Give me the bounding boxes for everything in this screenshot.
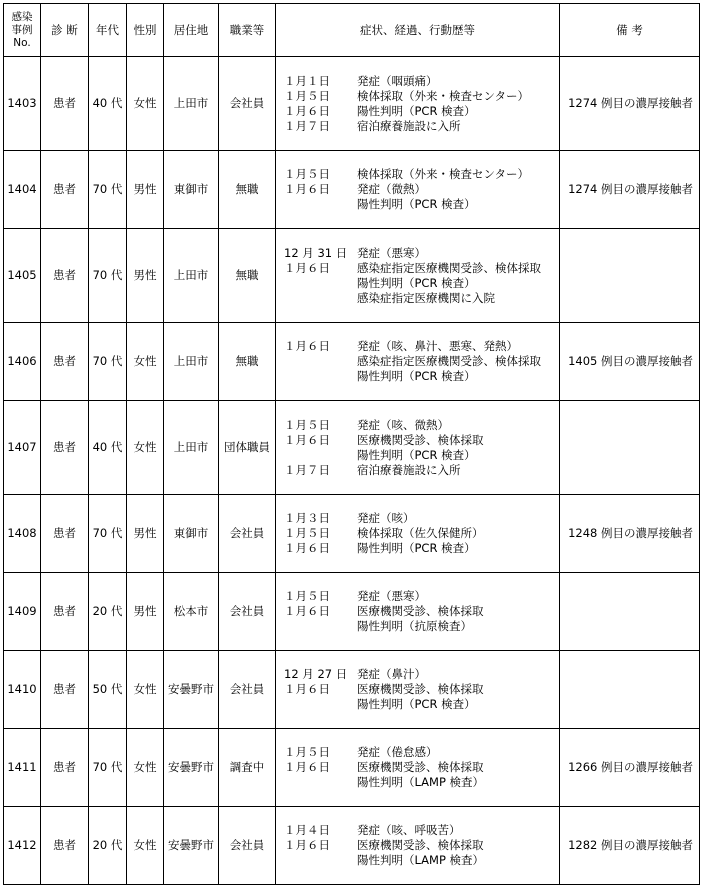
diagnosis-cell: 患者 [41,807,89,885]
residence-cell: 安曇野市 [164,807,219,885]
header-remarks: 備 考 [560,4,700,57]
sex-cell: 女性 [127,729,164,807]
history-text: 陽性判明（PCR 検査） [357,197,476,211]
occupation-cell: 無職 [219,229,276,323]
history-entry [276,619,559,634]
diagnosis-cell: 患者 [41,229,89,323]
history-text: 医療機関受診、検体採取 [357,682,484,696]
case-no-cell: 1410 [4,651,41,729]
history-entry [276,745,559,760]
remarks-cell [560,651,700,729]
history-date [276,853,357,868]
history-date [276,354,357,369]
history-date: １月５日 [284,88,330,103]
case-no-cell: 1412 [4,807,41,885]
history-entry [276,167,559,182]
history-entry [276,604,559,619]
remarks-cell [560,573,700,651]
history-text: 陽性判明（PCR 検査） [357,541,476,555]
history-text: 医療機関受診、検体採取 [357,604,484,618]
table-row [4,495,700,573]
remarks-cell: 1266 例目の濃厚接触者 [560,729,700,807]
history-date: １月６日 [284,260,330,275]
case-no-cell: 1404 [4,151,41,229]
history-text: 発症（鼻汁） [357,667,426,681]
diagnosis-cell: 患者 [41,495,89,573]
residence-cell: 東御市 [164,495,219,573]
remarks-cell [560,229,700,323]
sex-cell: 女性 [127,651,164,729]
history-text: 宿泊療養施設に入所 [357,462,461,477]
history-entry [276,104,559,119]
residence-cell: 上田市 [164,401,219,495]
table-row [4,729,700,807]
history-cell [276,807,560,885]
history-cell [276,401,560,495]
history-entry [276,74,559,89]
remarks-cell: 1274 例目の濃厚接触者 [560,57,700,151]
age-cell: 20 代 [89,573,127,651]
history-date [276,697,357,712]
history-cell [276,495,560,573]
history-date: １月６日 [284,682,330,696]
table-row [4,57,700,151]
history-text: 宿泊療養施設に入所 [357,118,461,133]
history-date: １月５日 [284,745,330,759]
history-entry [276,418,559,433]
age-cell: 70 代 [89,151,127,229]
history-entry [276,541,559,556]
history-text: 陽性判明（PCR 検査） [357,103,476,118]
history-text: 感染症指定医療機関受診、検体採取 [357,260,541,275]
history-entry [276,354,559,369]
header-case-no-line: No. [13,36,31,49]
history-cell [276,323,560,401]
residence-cell: 上田市 [164,57,219,151]
header-case-no [4,4,41,57]
diagnosis-cell: 患者 [41,573,89,651]
history-date: １月６日 [284,339,330,353]
history-date: １月６日 [284,103,330,118]
header-residence: 居住地 [164,4,219,57]
table-row [4,323,700,401]
history-entry [276,448,559,463]
history-text: 発症（微熱） [357,182,426,196]
history-text: 医療機関受診、検体採取 [357,838,484,852]
history-text: 発症（咳、呼吸苦） [357,823,461,837]
history-entry [276,463,559,478]
history-entry [276,246,559,261]
age-cell: 20 代 [89,807,127,885]
case-report-sheet [3,3,700,885]
occupation-cell: 調査中 [219,729,276,807]
case-no-cell: 1406 [4,323,41,401]
residence-cell: 東御市 [164,151,219,229]
history-entry [276,775,559,790]
history-text: 陽性判明（PCR 検査） [357,369,476,383]
history-entry [276,369,559,384]
history-entry [276,261,559,276]
history-text: 医療機関受診、検体採取 [357,760,484,774]
header-age: 年代 [89,4,127,57]
history-date: １月４日 [284,823,330,837]
remarks-cell: 1282 例目の濃厚接触者 [560,807,700,885]
history-text: 感染症指定医療機関に入院 [357,290,495,305]
history-date [276,197,357,212]
history-date [276,276,357,291]
history-date [276,369,357,384]
history-date: １月６日 [284,432,330,447]
sex-cell: 男性 [127,573,164,651]
history-entry [276,119,559,134]
residence-cell: 安曇野市 [164,729,219,807]
residence-cell: 上田市 [164,229,219,323]
history-date [276,448,357,463]
history-date: １月６日 [284,838,330,852]
diagnosis-cell: 患者 [41,651,89,729]
table-row [4,651,700,729]
age-cell: 70 代 [89,229,127,323]
history-text: 検体採取（佐久保健所） [357,526,484,540]
table-body [4,57,700,885]
occupation-cell: 無職 [219,151,276,229]
history-text: 感染症指定医療機関受診、検体採取 [357,354,541,368]
residence-cell: 上田市 [164,323,219,401]
age-cell: 70 代 [89,323,127,401]
table-row [4,151,700,229]
history-entry [276,89,559,104]
diagnosis-cell: 患者 [41,323,89,401]
occupation-cell: 団体職員 [219,401,276,495]
history-date: １月６日 [284,541,330,555]
history-text: 検体採取（外来・検査センター） [357,88,530,103]
history-text: 発症（悪寒） [357,245,426,260]
history-entry [276,511,559,526]
history-text: 陽性判明（PCR 検査） [357,275,476,290]
history-cell [276,573,560,651]
history-entry [276,182,559,197]
residence-cell: 安曇野市 [164,651,219,729]
header-case-no-line: 感染 [11,10,33,23]
history-text: 発症（咳、微熱） [357,417,449,432]
sex-cell: 男性 [127,229,164,323]
table-row [4,401,700,495]
remarks-cell [560,401,700,495]
history-entry [276,682,559,697]
history-entry [276,838,559,853]
occupation-cell: 無職 [219,323,276,401]
table-row [4,573,700,651]
history-text: 陽性判明（PCR 検査） [357,697,476,711]
history-date: １月５日 [284,167,330,181]
table-row [4,807,700,885]
history-entry [276,276,559,291]
history-date: １月６日 [284,604,330,618]
history-date: １月７日 [284,118,330,133]
case-no-cell: 1409 [4,573,41,651]
history-date: １月７日 [284,462,330,477]
sex-cell: 女性 [127,57,164,151]
history-date [276,775,357,790]
case-no-cell: 1411 [4,729,41,807]
diagnosis-cell: 患者 [41,729,89,807]
case-no-cell: 1408 [4,495,41,573]
history-cell [276,57,560,151]
history-cell [276,229,560,323]
history-text: 陽性判明（PCR 検査） [357,447,476,462]
history-date: １月６日 [284,760,330,774]
table-row [4,229,700,323]
history-text: 発症（倦怠感） [357,745,438,759]
history-entry [276,589,559,604]
history-date: １月３日 [284,511,330,525]
history-date: １月５日 [284,526,330,540]
remarks-cell: 1248 例目の濃厚接触者 [560,495,700,573]
remarks-cell: 1274 例目の濃厚接触者 [560,151,700,229]
history-date [276,619,357,634]
history-date [276,291,357,306]
header-diagnosis: 診 断 [41,4,89,57]
history-date: １月６日 [284,182,330,196]
occupation-cell: 会社員 [219,57,276,151]
age-cell: 70 代 [89,495,127,573]
history-entry [276,433,559,448]
history-entry [276,853,559,868]
history-entry [276,291,559,306]
remarks-cell: 1405 例目の濃厚接触者 [560,323,700,401]
header-history: 症状、経過、行動歴等 [276,4,560,57]
history-entry [276,667,559,682]
history-date: １月５日 [284,417,330,432]
occupation-cell: 会社員 [219,573,276,651]
history-text: 発症（悪寒） [357,589,426,603]
history-date: １月１日 [284,73,330,88]
age-cell: 40 代 [89,57,127,151]
history-date: １月５日 [284,589,330,603]
diagnosis-cell: 患者 [41,57,89,151]
history-text: 陽性判明（抗原検査） [357,619,472,633]
age-cell: 70 代 [89,729,127,807]
history-entry [276,760,559,775]
history-entry [276,526,559,541]
header-sex: 性別 [127,4,164,57]
history-date: 12 月 31 日 [284,245,348,260]
header-occupation: 職業等 [219,4,276,57]
history-text: 医療機関受診、検体採取 [357,432,484,447]
history-entry [276,697,559,712]
header-case-no-line: 事例 [11,23,33,36]
header-row [4,4,700,57]
sex-cell: 男性 [127,495,164,573]
occupation-cell: 会社員 [219,495,276,573]
history-entry [276,823,559,838]
case-no-cell: 1403 [4,57,41,151]
history-text: 検体採取（外来・検査センター） [357,167,530,181]
history-cell [276,651,560,729]
sex-cell: 女性 [127,401,164,495]
sex-cell: 女性 [127,807,164,885]
occupation-cell: 会社員 [219,807,276,885]
sex-cell: 男性 [127,151,164,229]
history-text: 発症（咳、鼻汁、悪寒、発熱） [357,339,518,353]
history-text: 発症（咽頭痛） [357,73,438,88]
residence-cell: 松本市 [164,573,219,651]
history-date: 12 月 27 日 [284,667,348,681]
sex-cell: 女性 [127,323,164,401]
history-entry [276,197,559,212]
history-entry [276,339,559,354]
age-cell: 40 代 [89,401,127,495]
diagnosis-cell: 患者 [41,151,89,229]
history-text: 発症（咳） [357,511,415,525]
case-no-cell: 1407 [4,401,41,495]
age-cell: 50 代 [89,651,127,729]
history-text: 陽性判明（LAMP 検査） [357,853,485,867]
history-cell [276,729,560,807]
case-no-cell: 1405 [4,229,41,323]
history-cell [276,151,560,229]
case-table [3,3,700,885]
diagnosis-cell: 患者 [41,401,89,495]
history-text: 陽性判明（LAMP 検査） [357,775,485,789]
occupation-cell: 会社員 [219,651,276,729]
